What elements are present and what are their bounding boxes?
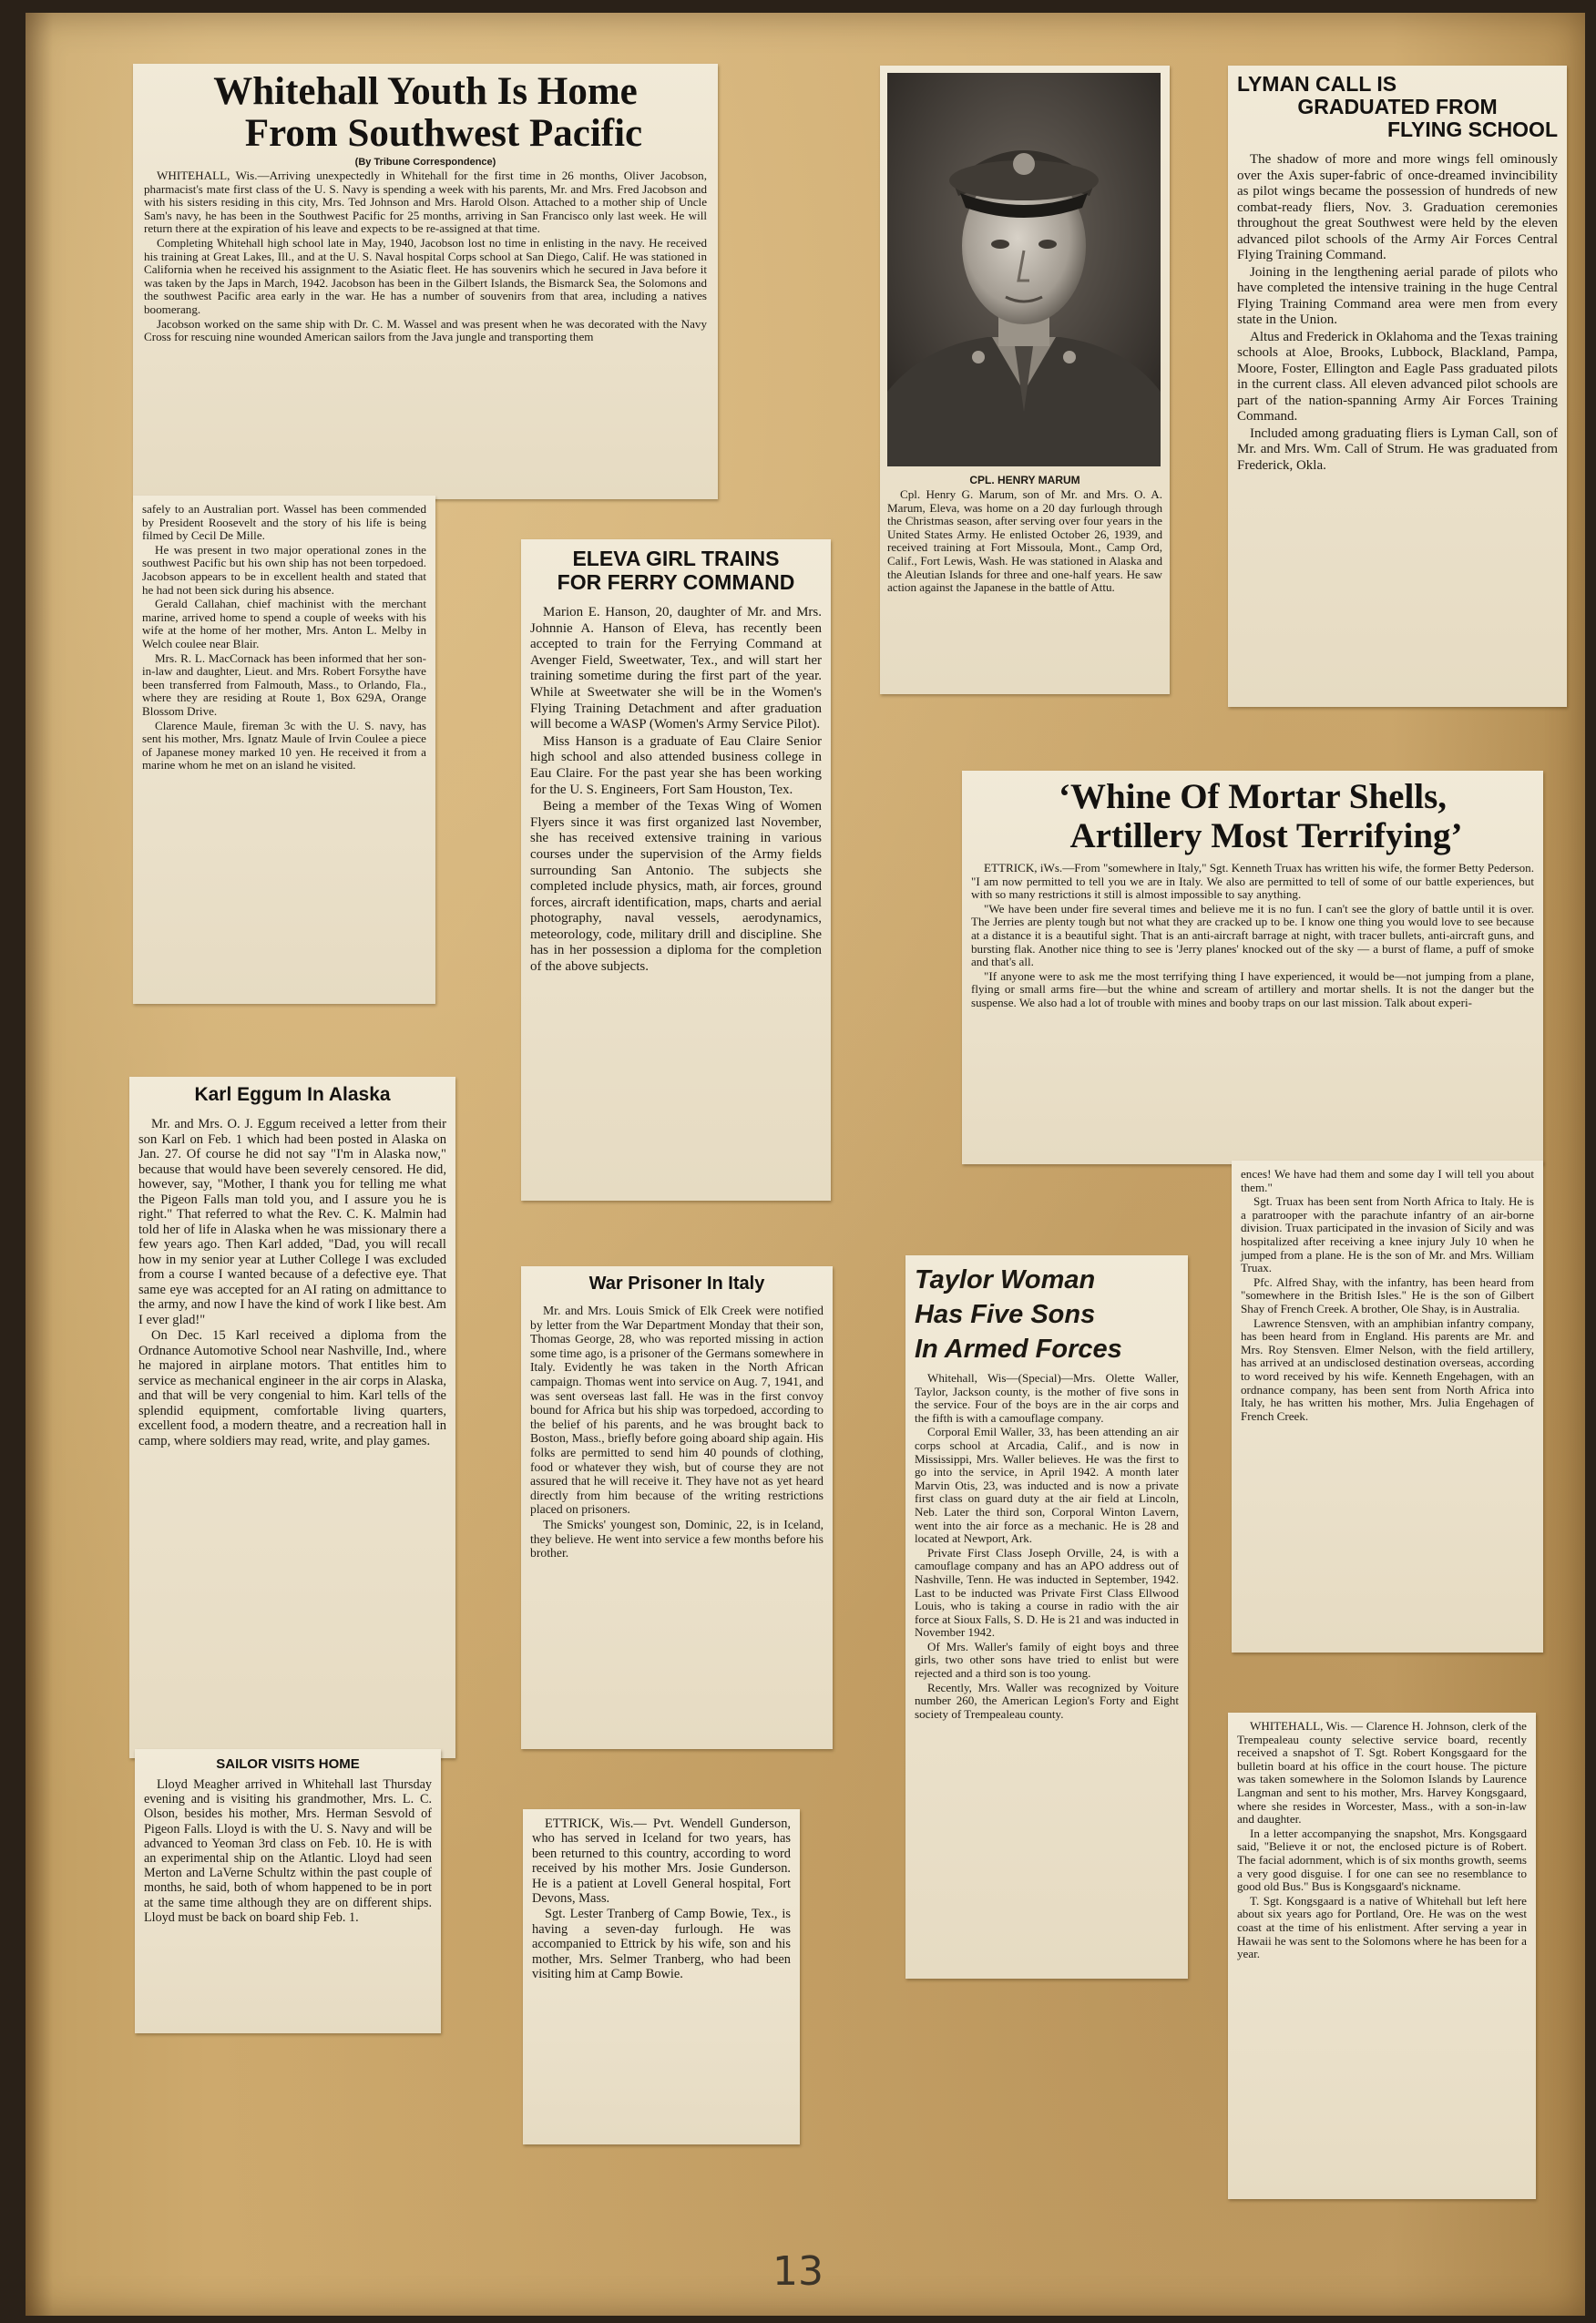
paragraph: He was present in two major operational zones in the southwest Pacific but his own ship has not been torpedoed. Jacobson appears to be in excellent health and stated that he had not been sick during his absence.	[142, 542, 426, 597]
article-body	[532, 1816, 791, 1981]
paragraph: Being a member of the Texas Wing of Women Flyers since it was first organized last November, she has received extensive training in various courses under the supervision of the Army fields surrounding San Antonio. The subjects she completed include physics, math, air forces, ground forces, aircraft identification, maps, charts and aerial photography, naval vessels, aerodynamics, meteorology, code, military drill and discipline. She has in her possession a diploma for the completion of the above subjects.	[530, 799, 822, 975]
paragraph: Cpl. Henry G. Marum, son of Mr. and Mrs. O. A. Marum, Eleva, was home on a 20 day furlough through the Christmas season, after serving over four years in the United States Army. He enlisted October 26, 1939, and received training at Fort Missoula, Mont., Camp Ord, Calif., Fort Lewis, Wash. He was stationed in Alaska and the Aleutian Islands for three and one-half years. He saw action against the Japanese in the battle of Attu.	[887, 487, 1162, 595]
headline-line-1: ELEVA GIRL TRAINS	[572, 547, 780, 570]
headline-line-2: GRADUATED FROM	[1297, 95, 1498, 118]
headline-line-1: LYMAN CALL IS	[1237, 72, 1397, 96]
headline: War Prisoner In Italy	[588, 1274, 765, 1294]
headline	[530, 547, 822, 594]
headline: SAILOR VISITS HOME	[216, 1756, 360, 1772]
paragraph: Miss Hanson is a graduate of Eau Claire Senior high school and also attended business college in Eau Claire. For the past year she has been working for the U. S. Engineers, Fort Sam Houston, Tex.	[530, 733, 822, 797]
paragraph: Marion E. Hanson, 20, daughter of Mr. and Mrs. Johnnie A. Hanson of Eleva, has recently been accepted to train for the Ferrying Command at Avenger Field, Sweetwater, Tex., and will start her training sometime during the first part of the year. While at Sweetwater she will be in the Women's Flying Training Detachment and after graduation will become a WASP (Women's Army Service Pilot).	[530, 605, 822, 732]
article-body	[530, 605, 822, 976]
clipping-mortar-shells-continued	[1232, 1161, 1543, 1653]
headline-line-2: From Southwest Pacific	[244, 112, 643, 155]
paragraph: "If anyone were to ask me the most terrifying thing I have experienced, it would be—not jumping from a plane, flying or small arms fire—but the whine and scream of artillery and mortar shells. It is not the danger but the suspense. We also had a lot of trouble with mines and booby traps on our last mission. Talk about experi-	[971, 968, 1534, 1009]
article-body	[1237, 152, 1558, 474]
article-body	[530, 1304, 824, 1561]
paragraph: The shadow of more and more wings fell ominously over the Axis super-fabric of once-dreamed invincibility as pilot wings became the possession of hundreds of new combat-ready fliers, Nov. 3. Graduation ceremonies throughout the great Southwest were held by the eleven advanced pilot schools of the Army Air Forces Central Flying Training Command.	[1237, 152, 1558, 262]
paragraph: T. Sgt. Kongsgaard is a native of Whitehall but left here about six years ago for Portland, Ore. He was on the west coast at the time of his enlistment. After serving a year in Hawaii he was sent to the Solomons where he has been for a year.	[1237, 1893, 1527, 1961]
clipping-taylor-woman	[905, 1255, 1188, 1979]
paragraph: safely to an Australian port. Wassel has been commended by President Roosevelt and the story of his life is being filmed by Cecil De Mille.	[142, 502, 426, 543]
paragraph: "We have been under fire several times and believe me it is no fun. I can't see the glory of battle until it is over. The Jerries are plenty tough but not what they are cracked up to be. I know one thing you would love to see because at a distance it is a beautiful sight. That is an anti-aircraft barrage at night, with tracer bullets, anti-aircraft guns, and bursting flak. Another nice thing to see is 'Jerry planes' knocked out of the sky — a burst of flame, a puff of smoke and that's all.	[971, 901, 1534, 969]
paragraph: Included among graduating fliers is Lyman Call, son of Mr. and Mrs. Wm. Call of Strum. He was graduated from Frederick, Okla.	[1237, 425, 1558, 473]
headline-line-1: ‘Whine Of Mortar Shells,	[1058, 777, 1448, 816]
headline-line-3: FLYING SCHOOL	[1387, 118, 1558, 141]
headline	[915, 1263, 1179, 1366]
article-body	[971, 862, 1534, 1010]
page-number: 13	[772, 2248, 824, 2295]
headline-line-2: Artillery Most Terrifying’	[1069, 816, 1463, 855]
clipping-marum	[880, 66, 1170, 694]
paragraph: Private First Class Joseph Orville, 24, is with a camouflage company and has an APO address out of Nashville, Tenn. He was inducted in September, 1942. Last to be inducted was Private First Class Ellwood Louis, who is taking a course in radio with the air force at Sioux Falls, S. D. He is 21 and was inducted in November 1942.	[915, 1545, 1179, 1640]
soldier-portrait-icon	[887, 73, 1161, 466]
article-body	[144, 169, 707, 344]
paragraph: On Dec. 15 Karl received a diploma from the Ordnance Automotive School near Nashville, Ind., where he majored in airplane motors. That entitles him to service as mechanical engineer in the air corps in Alaska, and that will be very congenial to him. Karl tells of the splendid equipment, comfortable living quarters, excellent food, a modern theatre, and a recreation hall in camp, where soldiers may read, write, and play games.	[138, 1328, 446, 1448]
paragraph: Gerald Callahan, chief machinist with the merchant marine, arrived home to spend a couple of weeks with his wife at the home of her mother, Mrs. Anton L. Melby in Welch coulee near Blair.	[142, 597, 426, 650]
paragraph: Mr. and Mrs. O. J. Eggum received a letter from their son Karl on Feb. 1 which had been posted in Alaska on Jan. 27. Of course he did not say "I'm in Alaska now," because that would have been severely censored. He did, however, say, "Mother, I thank you for telling me what the Pigeon Falls man told you, and I assure you he is right." That referred to what the Rev. C. K. Malmin had told her of life in Alaska when he was missionary there a few years ago. Then Karl added, "Dad, you will recall how in my senior year at Luther College I was excluded from a course I wanted because of a defective eye. That same eye was accepted for an AI rating on admittance to the army, and now I have the kind of work I like best. Am I ever glad!"	[138, 1117, 446, 1327]
paragraph: Corporal Emil Waller, 33, has been attending an air corps school at Arcadia, Calif., and is now in Mississippi, Mrs. Waller believes. He was the first to go into the service, in April 1942. A month later Marvin Otis, 23, was inducted and is now a private first class on guard duty at the air field at Lincoln, Neb. Later the third son, Corporal Winton Lavern, went into the air force as a mechanic. He is 28 and located at Newport, Ark.	[915, 1425, 1179, 1546]
paragraph: Recently, Mrs. Waller was recognized by Voiture number 260, the American Legion's Forty and Eight society of Trempealeau county.	[915, 1680, 1179, 1721]
clipping-kongsgaard	[1228, 1713, 1536, 2199]
article-body	[915, 1372, 1179, 1721]
clipping-whitehall-youth-continued	[133, 496, 435, 1004]
clipping-lyman-call	[1228, 66, 1567, 707]
clipping-mortar-shells	[962, 771, 1543, 1164]
clipping-sailor-visits-home	[135, 1749, 441, 2033]
paragraph: ETTRICK, Wis.— Pvt. Wendell Gunderson, who has served in Iceland for two years, has been returned to this country, according to word received by his mother Mrs. Josie Gunderson. He is a patient at Lovell General hospital, Fort Devons, Mass.	[532, 1816, 791, 1907]
article-body	[1237, 1720, 1527, 1961]
headline-line-2: FOR FERRY COMMAND	[557, 570, 795, 594]
paragraph: WHITEHALL, Wis.—Arriving unexpectedly in Whitehall for the first time in 26 months, Oliver Jacobson, pharmacist's mate first class of the U. S. Navy is spending a week with his parents, Mr. and Mrs. Fred Jacobson and with his sisters residing in this city, Mrs. Ted Johnson and Mrs. Harold Olson. Attached to a mother ship of Uncle Sam's navy, he has been in the Southwest Pacific for 25 months, arriving in San Francisco only last week. He will return there at the expiration of his leave and expects to be re-assigned at that time.	[144, 169, 707, 236]
clipping-karl-eggum	[129, 1077, 455, 1758]
photo-caption	[887, 488, 1162, 595]
headline	[1237, 73, 1558, 141]
paragraph: Jacobson worked on the same ship with Dr. C. M. Wassel and was present when he was decorated with the Navy Cross for rescuing nine wounded American sailors from the Java jungle and transporting them	[144, 316, 707, 344]
clipping-war-prisoner	[521, 1266, 833, 1749]
byline: (By Tribune Correspondence)	[354, 157, 496, 168]
paragraph: Altus and Frederick in Oklahoma and the Texas training schools at Aloe, Brooks, Lubbock, Blackland, Pampa, Moore, Foster, Ellington and Eagle Pass graduated pilots in the current class. All eleven advanced pilot schools are part of the nation-spanning Army Air Forces Training Command.	[1237, 329, 1558, 424]
article-body	[138, 1117, 446, 1448]
clipping-whitehall-youth	[133, 64, 718, 499]
paragraph: Of Mrs. Waller's family of eight boys and three girls, two other sons have tried to enlist but were rejected and a third son is too young.	[915, 1639, 1179, 1681]
article-body-continued	[142, 503, 426, 773]
scrapbook-page	[26, 13, 1585, 2316]
portrait-photo	[887, 73, 1161, 466]
clipping-eleva-girl	[521, 539, 831, 1201]
paragraph: Pfc. Alfred Shay, with the infantry, has been heard from "somewhere in the British Isles." He is the son of Gilbert Shay of French Creek. A brother, Ole Shay, is in Australia.	[1241, 1274, 1534, 1315]
paragraph: Joining in the lengthening aerial parade of pilots who have completed the intensive training in the huge Central Flying Training Command area were men from every state in the Union.	[1237, 264, 1558, 327]
headline-line-1: Whitehall Youth Is Home	[213, 70, 638, 113]
paragraph: ences! We have had them and some day I will tell you about them."	[1241, 1167, 1534, 1194]
paragraph: Mr. and Mrs. Louis Smick of Elk Creek were notified by letter from the War Department Monday that their son, Thomas George, 28, who was reported missing in action some time ago, is a prisoner of the Germans somewhere in Italy. Evidently he was taken in the North African campaign. Thomas went into service on Aug. 7, 1941, and was sent overseas last fall. He was in the first convoy bound for Africa but his ship was torpedoed, according to the belief of his parents, and he was brought back to Boston, Mass., briefly before going aboard ship again. His folks are permitted to send him 40 pounds of clothing, food or whatever they wish, but of course they are not assured that he will receive it. They have not as yet heard directly from him because of the writing restrictions placed on prisoners.	[530, 1304, 824, 1517]
paragraph: In a letter accompanying the snapshot, Mrs. Kongsgaard said, "Believe it or not, the enclosed picture is of Robert. The facial adornment, which is of six months growth, seems a very good disguise. I for one can see no resemblance to good old Bus." Bus is Kongsgaard's nickname.	[1237, 1826, 1527, 1894]
headline-line-1: Taylor Woman	[915, 1265, 1096, 1295]
headline-line-3: In Armed Forces	[915, 1335, 1122, 1364]
paragraph: The Smicks' youngest son, Dominic, 22, is in Iceland, they believe. He went into service a few months before his brother.	[530, 1517, 824, 1561]
article-body	[144, 1777, 432, 1925]
paragraph: WHITEHALL, Wis. — Clarence H. Johnson, clerk of the Trempealeau county selective service board, recently received a snapshot of T. Sgt. Robert Kongsgaard for the bulletin board at his office in the court house. The picture was taken somewhere in the Solomon Islands by Laurence Langman and sent to his mother, Mrs. Harvey Kongsgaard, where she resides in Worcester, Mass., with a son-in-law and daughter.	[1237, 1719, 1527, 1827]
paragraph: Mrs. R. L. MacCornack has been informed that her son-in-law and daughter, Lieut. and Mrs. Robert Forsythe have been transferred from Falmouth, Mass., to Orlando, Fla., where they are residing at Route 1, Box 629A, Orange Blossom Drive.	[142, 650, 426, 718]
article-body-continued	[1241, 1168, 1534, 1423]
caption-heading: CPL. HENRY MARUM	[969, 474, 1080, 486]
paragraph: Lawrence Stensven, with an amphibian infantry company, has been heard from in England. His parents are Mr. and Mrs. Roy Stensven. Elmer Nelson, with the field artillery, has arrived at an undisclosed destination overseas, according to word received by his wife. Kenneth Engehagen, with an ordnance company, has been sent from North Africa into Italy, he has written his mother, Mrs. Julia Engehagen of French Creek.	[1241, 1315, 1534, 1423]
paragraph: Whitehall, Wis—(Special)—Mrs. Olette Waller, Taylor, Jackson county, is the mother of five sons in the service. Four of the boys are in the air corps and the fifth is with a camouflage company.	[915, 1371, 1179, 1425]
paragraph: Sgt. Lester Tranberg of Camp Bowie, Tex., is having a seven-day furlough. He was accompanied to Ettrick by his wife, son and his mother, Mrs. Selmer Tranberg, who had been visiting him at Camp Bowie.	[532, 1907, 791, 1982]
paragraph: ETTRICK, iWs.—From "somewhere in Italy," Sgt. Kenneth Truax has written his wife, the former Betty Pederson. "I am now permitted to tell you we are in Italy. We also are permitted to tell of some of our battle experiences, but with so many restrictions it still is almost impossible to say anything.	[971, 861, 1534, 902]
clipping-gunderson	[523, 1809, 800, 2144]
headline-line-2: Has Five Sons	[915, 1300, 1096, 1329]
paragraph: Lloyd Meagher arrived in Whitehall last Thursday evening and is visiting his grandmother, Mrs. L. C. Olson, besides his mother, Mrs. Herman Sesvold of Pigeon Falls. Lloyd is with the U. S. Navy and will be advanced to Yeoman 3rd class on Feb. 10. He is with an experimental ship on the Atlantic. Lloyd had seen Merton and LaVerne Schultz within the past couple of months, he said, both of whom happened to be in port at the same time although they are on different ships. Lloyd must be back on board ship Feb. 1.	[144, 1777, 432, 1925]
paragraph: Sgt. Truax has been sent from North Africa to Italy. He is a paratrooper with the parachute infantry of an air-borne division. Truax participated in the invasion of Sicily and was hospitalized after receiving a knee injury July 10 when he jumped from a plane. He is the son of Mr. and Mrs. William Truax.	[1241, 1194, 1534, 1275]
paragraph: Completing Whitehall high school late in May, 1940, Jacobson lost no time in enlisting in the navy. He received his training at Great Lakes, Ill., and at the U. S. Naval hospital Corps school at San Diego, Calif. He was stationed in California when he received his assignment to the Asiatic fleet. He has souvenirs which he secured in Java before it was taken by the Japs in March, 1942. Jacobson has been in the Gilbert Islands, the Bismarck Sea, the Solomons and the southwest Pacific area early in the war. He has a number of souvenirs from that area, including a natives boomerang.	[144, 235, 707, 316]
headline: Karl Eggum In Alaska	[194, 1084, 391, 1105]
paragraph: Clarence Maule, fireman 3c with the U. S. navy, has sent his mother, Mrs. Ignatz Maule of Irvin Coulee a piece of Japanese money marked 10 yen. He received it from a marine whom he met on an island he visited.	[142, 718, 426, 773]
